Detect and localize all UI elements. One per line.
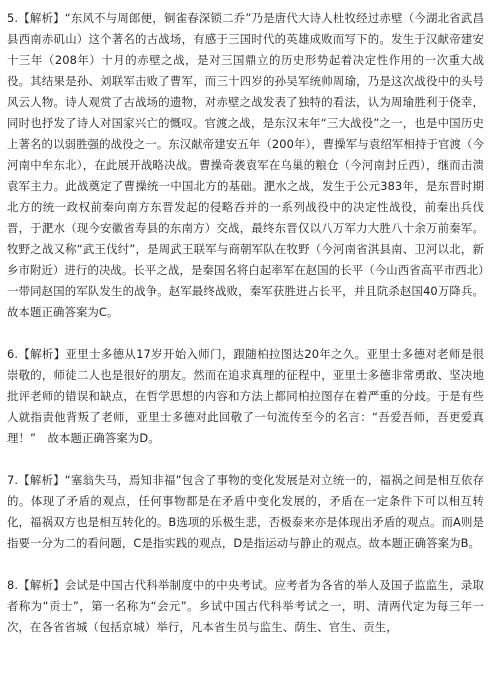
item-number: 6.	[7, 347, 19, 361]
explanation-8	[7, 575, 484, 638]
analysis-tag: 【解析】	[18, 347, 66, 361]
analysis-tag: 【解析】	[18, 578, 65, 592]
answer-explanations	[7, 8, 484, 638]
explanation-text: “塞翁失马，焉知非福”包含了事物的变化发展是对立统一的，福祸之间是相互依存的。体现了矛盾的观点，任何事物都是在矛盾中变化发展的，矛盾在一定条件下可以相互转化，福祸双方也是相互转化的。B选项的乐极生悲，否极泰来亦是体现出矛盾的观点。而A则是指要一分为二的看问题，C是指实践的观点，D是指运动与静止的观点。故本题正确答案为B。	[7, 473, 484, 550]
analysis-tag: 【解析】	[18, 473, 65, 487]
explanation-text: 会试是中国古代科举制度中的中央考试。应考者为各省的举人及国子监监生，录取者称为“贡士”，第一名称为“会元”。乡试中国古代科举考试之一，明、清两代定为每三年一次，在各省省城（包括京城）举行，凡本省生员与监生、荫生、官生、贡生，	[7, 578, 484, 634]
explanation-5	[7, 8, 484, 323]
explanation-text: “东风不与周郎便，铜雀春深锁二乔”乃是唐代大诗人杜牧经过赤壁（今湖北省武昌县西南赤矶山）这个著名的古战场，有感于三国时代的英雄成败而写下的。发生于汉献帝建安十三年（208年）十月的赤壁之战，是对三国鼎立的历史形势起着决定性作用的一次重大战役。其结果是孙、刘联军击败了曹军，而三十四岁的孙吴军统帅周瑜，乃是这次战役中的头号风云人物。诗人观赏了古战场的遗物，对赤壁之战发表了独特的看法，认为周瑜胜利于侥幸，同时也抒发了诗人对国家兴亡的慨叹。官渡之战，是东汉末年“三大战役”之一，也是中国历史上著名的以弱胜强的战役之一。东汉献帝建安五年（200年），曹操军与袁绍军相持于官渡（今河南中牟东北），在此展开战略决战。曹操奇袭袁军在乌巢的粮仓（今河南封丘西），继而击溃袁军主力。此战奠定了曹操统一中国北方的基础。淝水之战，发生于公元383年，是东晋时期北方的统一政权前秦向南方东晋发起的侵略吞并的一系列战役中的决定性战役，前秦出兵伐晋，于淝水（现今安徽省寿县的东南方）交战，最终东晋仅以八万军力大胜八十余万前秦军。牧野之战又称“武王伐纣”，是周武王联军与商朝军队在牧野（今河南省淇县南、卫河以北，新乡市附近）进行的决战。长平之战，是秦国名将白起率军在赵国的长平（今山西省高平市西北）一带同赵国的军队发生的战争。赵军最终战败，秦军获胜进占长平，并且阬杀赵国40万降兵。故本题正确答案为C。	[7, 11, 484, 319]
explanation-6	[7, 344, 484, 449]
item-number: 5.	[7, 11, 19, 25]
explanation-text: 亚里士多德从17岁开始入师门，跟随柏拉图达20年之久。亚里士多德对老师是很崇敬的，师徒二人也是很好的朋友。然而在追求真理的征程中，亚里士多德非常勇敢、坚决地批评老师的错误和缺点，在哲学思想的内容和方法上都同柏拉图存在着严重的分歧。于是有些人就指责他背叛了老师，亚里士多德对此回敬了一句流传至今的名言：“吾爱吾师，吾更爱真理！” 故本题正确答案为D。	[7, 347, 484, 445]
item-number: 8.	[7, 578, 19, 592]
explanation-7	[7, 470, 484, 554]
item-number: 7.	[7, 473, 19, 487]
analysis-tag: 【解析】	[18, 11, 65, 25]
